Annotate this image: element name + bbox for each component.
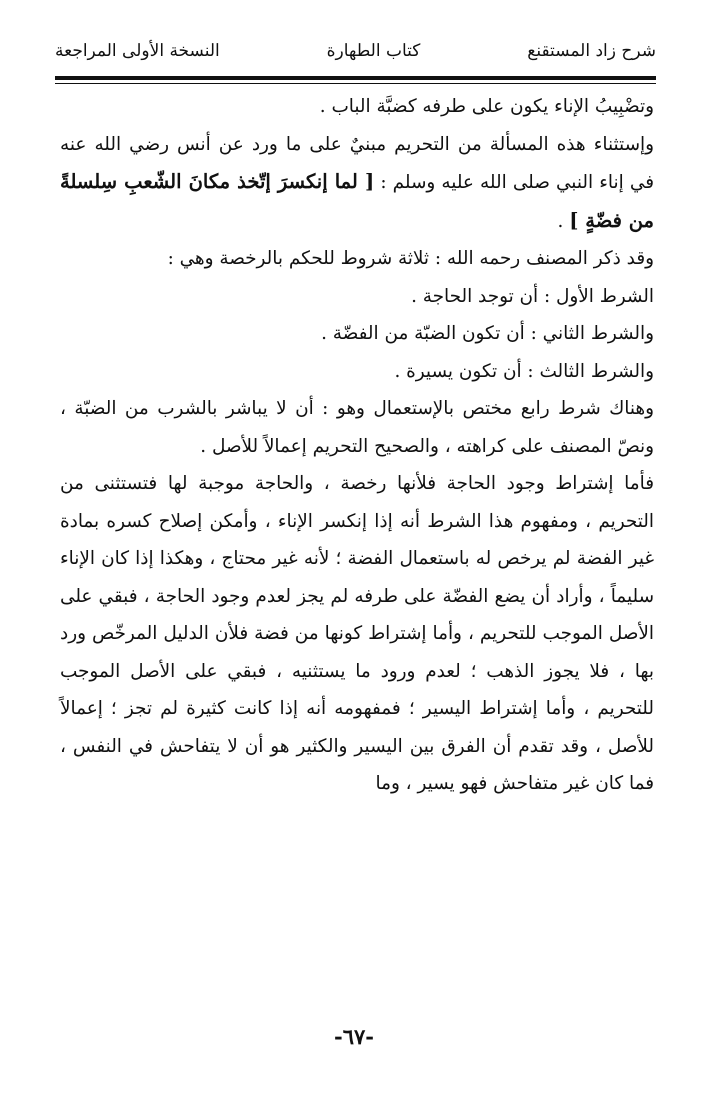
hadith-intro: وإستثناء هذه المسألة من التحريم مبنيٌ على ما ورد عن أنس رضي الله عنه في إناء النبي صلى الله عليه وسلم : — [60, 133, 654, 193]
body-text — [60, 88, 654, 803]
book-title: شرح زاد المستقنع — [527, 41, 656, 61]
page-number: -٦٧- — [334, 1024, 374, 1049]
chapter-title: كتاب الطهارة — [326, 41, 421, 61]
paragraph: وهناك شرط رابع مختص بالإستعمال وهو : أن لا يباشر بالشرب من الضبّة ، ونصّ المصنف على كراهته ، والصحيح التحريم إعمالاً للأصل . — [60, 398, 654, 457]
hadith-quote: [ لما إنكسرَ إتّخذ مكانَ الشّعبِ سِلسلةً من فضّةٍ ] — [60, 170, 654, 232]
header-rule-thin — [55, 83, 656, 84]
condition-3: والشرط الثالث : أن تكون يسيرة . — [394, 360, 654, 382]
edition-label: النسخة الأولى المراجعة — [55, 41, 220, 61]
paragraph: وتضْبِيبُ الإناء يكون على طرفه كضبَّة الباب . — [319, 96, 654, 117]
running-header — [55, 36, 656, 66]
paragraph-hadith — [60, 126, 654, 241]
header-rule-thick — [55, 76, 656, 80]
condition-2: والشرط الثاني : أن تكون الضبّة من الفضّة . — [321, 323, 654, 344]
hadith-end: . — [557, 210, 570, 232]
paragraph: وقد ذكر المصنف رحمه الله : ثلاثة شروط للحكم بالرخصة وهي : — [167, 248, 654, 269]
paragraph: فأما إشتراط وجود الحاجة فلأنها رخصة ، والحاجة موجبة لها فتستثنى من التحريم ، ومفهوم هذا الشرط أنه إذا إنكسر الإناء ، وأمكن إصلاح كسره بمادة غير الفضة لم يرخص له باستعمال الفضة ؛ لأنه غير محتاج ، وهكذا إذا كان الإناء سليماً ، وأراد أن يضع الفضّة على طرفه لم يجز لعدم وجود الحاجة ، فبقي على الأصل الموجب للتحريم ، وأما إشتراط كونها من فضة فلأن الدليل المرخّص ورد بها ، فلا يجوز الذهب ؛ لعدم ورود ما يستثنيه ، فبقي على الأصل الموجب للتحريم ، وأما إشتراط اليسير ؛ فمفهومه أنه إذا كانت كثيرة لم تجز ؛ إعمالاً للأصل ، وقد تقدم أن الفرق بين اليسير والكثير هو أن لا يتفاحش في النفس ، فما كان غير متفاحش فهو يسير ، وما — [60, 473, 654, 794]
condition-1: الشرط الأول : أن توجد الحاجة . — [411, 285, 654, 307]
